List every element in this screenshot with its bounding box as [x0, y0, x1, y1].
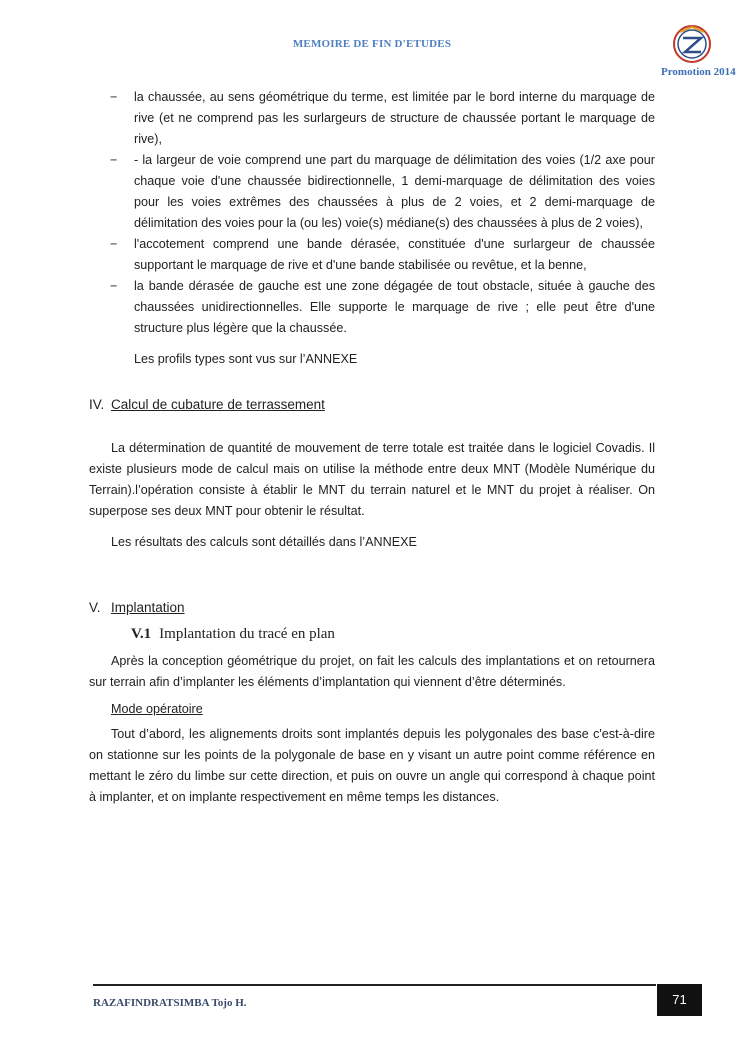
section-heading: IV. Calcul de cubature de terrassement — [89, 397, 325, 412]
paragraph: Les résultats des calculs sont détaillés dans l’ANNEXE — [111, 535, 417, 549]
list-item: − la bande dérasée de gauche est une zone dégagée de tout obstacle, située à gauche des chaussées unidirectionnelles. Elle supporte le marquage de rive ; elle peut être d'une structure plus légère que la chaussée. — [110, 279, 655, 335]
subsection-heading: V.1 Implantation du tracé en plan — [131, 626, 335, 642]
paragraph: Après la conception géométrique du projet, on fait les calculs des implantations et on retournera sur terrain afin d’implanter les éléments d’implantation qui viennent d’être déterminés. — [89, 654, 655, 689]
list-item: − - la largeur de voie comprend une part du marquage de délimitation des voies (1/2 axe pour chaque voie d'une chaussée bidirectionnelle, 1 demi-marquage de délimitation des voies pour les voies extrêmes des chaussées à plus de 2 voies, et 2 demi-marquage de délimitation des voies pour la (ou les) voie(s) médiane(s) des chaussées à plus de 2 voies), — [110, 153, 655, 230]
footer-divider — [93, 984, 656, 986]
list-item: − l'accotement comprend une bande dérasée, constituée d'une surlargeur de chaussée supportant le marquage de rive et d'une bande stabilisée ou revêtue, et la benne, — [110, 237, 655, 272]
page-number: 71 — [657, 984, 702, 1016]
bullet-list — [89, 87, 655, 339]
mode-heading: Mode opératoire — [111, 702, 203, 716]
section-heading: V. Implantation — [89, 600, 185, 615]
paragraph: Tout d’abord, les alignements droits sont implantés depuis les polygonales des base c'est-à-dire on stationne sur les points de la polygonale de base en y visant un autre point comme référence en mettant le zéro du limbe sur cette direction, et puis on ouvre un angle qui correspond à chaque point à implanter, et on implante respectivement en même temps les distances. — [89, 727, 655, 804]
list-item: − la chaussée, au sens géométrique du terme, est limitée par le bord interne du marquage de rive (et ne comprend pas les surlargeurs de structure de chaussée portant le marquage de rive), — [110, 90, 655, 146]
school-emblem-icon — [672, 24, 712, 64]
page-content — [89, 87, 655, 808]
paragraph: La détermination de quantité de mouvement de terre totale est traitée dans le logiciel Covadis. Il existe plusieurs mode de calcul mais on utilise la méthode entre deux MNT (Modèle Numérique du Terrain).l’opération consiste à établir le MNT du terrain naturel et le MNT du projet à réaliser. On superpose ses deux MNT pour obtenir le résultat. — [89, 441, 655, 518]
promotion-label: Promotion 2014 — [661, 66, 736, 78]
header-title: MEMOIRE DE FIN D'ETUDES — [292, 38, 452, 50]
profils-note: Les profils types sont vus sur l’ANNEXE — [134, 352, 358, 366]
footer-author: RAZAFINDRATSIMBA Tojo H. — [93, 997, 247, 1009]
